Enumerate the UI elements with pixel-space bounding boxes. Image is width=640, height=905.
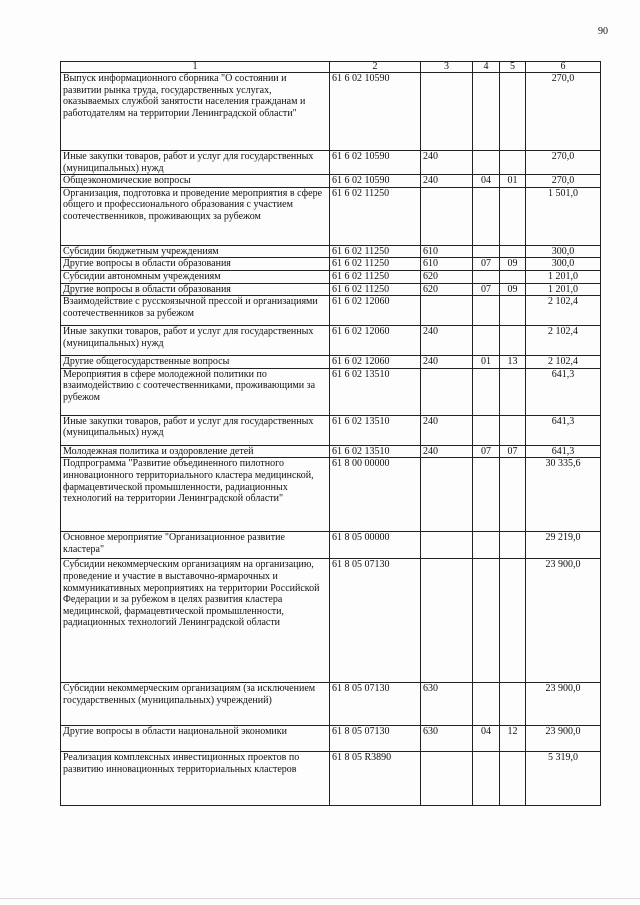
cell-section bbox=[473, 368, 500, 415]
cell-subsection bbox=[500, 326, 526, 356]
cell-section bbox=[473, 326, 500, 356]
cell-amount: 5 319,0 bbox=[526, 752, 601, 806]
cell-expense-type: 610 bbox=[421, 245, 473, 258]
table-row bbox=[61, 559, 601, 683]
cell-section bbox=[473, 683, 500, 726]
column-header: 6 bbox=[526, 62, 601, 73]
cell-section: 04 bbox=[473, 175, 500, 188]
cell-code: 61 6 02 10590 bbox=[330, 73, 421, 151]
cell-amount: 23 900,0 bbox=[526, 683, 601, 726]
table-row bbox=[61, 368, 601, 415]
cell-subsection: 09 bbox=[500, 283, 526, 296]
cell-subsection bbox=[500, 532, 526, 559]
cell-section bbox=[473, 296, 500, 326]
cell-subsection bbox=[500, 458, 526, 532]
table-row bbox=[61, 726, 601, 752]
table-header-row bbox=[61, 62, 601, 73]
table-row bbox=[61, 683, 601, 726]
cell-section bbox=[473, 559, 500, 683]
cell-name: Субсидии некоммерческим организациям на организацию, проведение и участие в выставочно-ярмарочных и коммуникативных мероприятиях на территории Российской Федерации и за рубежом в целях развития кластера медицинской, фармацевтической промышленности, радиационных технологий Ленинградской области bbox=[61, 559, 330, 683]
cell-code: 61 8 00 00000 bbox=[330, 458, 421, 532]
cell-code: 61 6 02 11250 bbox=[330, 270, 421, 283]
cell-expense-type bbox=[421, 532, 473, 559]
cell-expense-type: 610 bbox=[421, 258, 473, 271]
cell-subsection bbox=[500, 368, 526, 415]
table-row bbox=[61, 296, 601, 326]
cell-expense-type: 240 bbox=[421, 445, 473, 458]
cell-amount: 270,0 bbox=[526, 175, 601, 188]
cell-subsection: 09 bbox=[500, 258, 526, 271]
cell-expense-type: 240 bbox=[421, 151, 473, 175]
cell-expense-type: 620 bbox=[421, 283, 473, 296]
table-row bbox=[61, 445, 601, 458]
cell-expense-type: 240 bbox=[421, 356, 473, 369]
cell-name: Взаимодействие с русскоязычной прессой и организациями соотечественников за рубежом bbox=[61, 296, 330, 326]
cell-code: 61 8 05 07130 bbox=[330, 683, 421, 726]
table-row bbox=[61, 175, 601, 188]
cell-amount: 300,0 bbox=[526, 245, 601, 258]
cell-amount: 641,3 bbox=[526, 445, 601, 458]
cell-section bbox=[473, 187, 500, 245]
cell-name: Другие вопросы в области образования bbox=[61, 258, 330, 271]
cell-name: Мероприятия в сфере молодежной политики по взаимодействию с соотечественниками, проживающими за рубежом bbox=[61, 368, 330, 415]
cell-name: Молодежная политика и оздоровление детей bbox=[61, 445, 330, 458]
cell-amount: 2 102,4 bbox=[526, 326, 601, 356]
cell-amount: 270,0 bbox=[526, 73, 601, 151]
table-row bbox=[61, 187, 601, 245]
cell-amount: 23 900,0 bbox=[526, 559, 601, 683]
column-header: 3 bbox=[421, 62, 473, 73]
cell-name: Организация, подготовка и проведение мероприятия в сфере общего и профессионального образования с участием соотечественников, проживающих за рубежом bbox=[61, 187, 330, 245]
cell-code: 61 6 02 13510 bbox=[330, 368, 421, 415]
cell-amount: 1 201,0 bbox=[526, 283, 601, 296]
cell-section bbox=[473, 245, 500, 258]
column-header: 2 bbox=[330, 62, 421, 73]
cell-name: Иные закупки товаров, работ и услуг для государственных (муниципальных) нужд bbox=[61, 326, 330, 356]
cell-subsection bbox=[500, 151, 526, 175]
cell-subsection bbox=[500, 559, 526, 683]
cell-expense-type: 630 bbox=[421, 726, 473, 752]
cell-subsection bbox=[500, 270, 526, 283]
column-header: 4 bbox=[473, 62, 500, 73]
cell-code: 61 6 02 11250 bbox=[330, 258, 421, 271]
cell-section bbox=[473, 458, 500, 532]
table-row bbox=[61, 532, 601, 559]
cell-subsection bbox=[500, 296, 526, 326]
cell-amount: 270,0 bbox=[526, 151, 601, 175]
cell-expense-type bbox=[421, 73, 473, 151]
cell-amount: 1 501,0 bbox=[526, 187, 601, 245]
cell-section bbox=[473, 752, 500, 806]
cell-subsection: 07 bbox=[500, 445, 526, 458]
cell-expense-type: 240 bbox=[421, 175, 473, 188]
cell-expense-type bbox=[421, 368, 473, 415]
cell-expense-type bbox=[421, 296, 473, 326]
column-header: 1 bbox=[61, 62, 330, 73]
page-bottom-edge bbox=[0, 898, 640, 899]
cell-name: Выпуск информационного сборника "О состоянии и развитии рынка труда, государственных услугах, оказываемых службой занятости населения гражданам и работодателям на территории Ленинградской области" bbox=[61, 73, 330, 151]
cell-name: Другие общегосударственные вопросы bbox=[61, 356, 330, 369]
cell-subsection bbox=[500, 752, 526, 806]
cell-expense-type bbox=[421, 458, 473, 532]
cell-expense-type bbox=[421, 559, 473, 683]
cell-name: Иные закупки товаров, работ и услуг для государственных (муниципальных) нужд bbox=[61, 151, 330, 175]
budget-table bbox=[60, 61, 601, 806]
table-row bbox=[61, 151, 601, 175]
cell-amount: 29 219,0 bbox=[526, 532, 601, 559]
cell-amount: 30 335,6 bbox=[526, 458, 601, 532]
cell-section bbox=[473, 151, 500, 175]
cell-expense-type bbox=[421, 752, 473, 806]
cell-code: 61 6 02 11250 bbox=[330, 187, 421, 245]
cell-amount: 641,3 bbox=[526, 415, 601, 445]
cell-subsection: 13 bbox=[500, 356, 526, 369]
cell-expense-type: 240 bbox=[421, 415, 473, 445]
table-row bbox=[61, 73, 601, 151]
cell-code: 61 8 05 07130 bbox=[330, 559, 421, 683]
table-row bbox=[61, 458, 601, 532]
cell-name: Основное мероприятие "Организационное развитие кластера" bbox=[61, 532, 330, 559]
cell-expense-type: 620 bbox=[421, 270, 473, 283]
cell-code: 61 6 02 13510 bbox=[330, 445, 421, 458]
table-row bbox=[61, 258, 601, 271]
page-number: 90 bbox=[598, 26, 608, 37]
cell-expense-type bbox=[421, 187, 473, 245]
table-row bbox=[61, 245, 601, 258]
cell-name: Иные закупки товаров, работ и услуг для государственных (муниципальных) нужд bbox=[61, 415, 330, 445]
cell-name: Другие вопросы в области национальной экономики bbox=[61, 726, 330, 752]
table-row bbox=[61, 356, 601, 369]
cell-subsection: 01 bbox=[500, 175, 526, 188]
table-row bbox=[61, 752, 601, 806]
cell-code: 61 8 05 R3890 bbox=[330, 752, 421, 806]
cell-amount: 300,0 bbox=[526, 258, 601, 271]
cell-name: Субсидии бюджетным учреждениям bbox=[61, 245, 330, 258]
column-header: 5 bbox=[500, 62, 526, 73]
table-row bbox=[61, 270, 601, 283]
cell-code: 61 6 02 12060 bbox=[330, 356, 421, 369]
cell-subsection bbox=[500, 73, 526, 151]
table-row bbox=[61, 283, 601, 296]
cell-name: Субсидии некоммерческим организациям (за исключением государственных (муниципальных) учреждений) bbox=[61, 683, 330, 726]
cell-subsection bbox=[500, 415, 526, 445]
cell-code: 61 8 05 07130 bbox=[330, 726, 421, 752]
cell-name: Субсидии автономным учреждениям bbox=[61, 270, 330, 283]
cell-amount: 641,3 bbox=[526, 368, 601, 415]
cell-subsection bbox=[500, 683, 526, 726]
cell-section: 04 bbox=[473, 726, 500, 752]
cell-code: 61 6 02 12060 bbox=[330, 326, 421, 356]
cell-amount: 1 201,0 bbox=[526, 270, 601, 283]
cell-amount: 2 102,4 bbox=[526, 356, 601, 369]
cell-amount: 2 102,4 bbox=[526, 296, 601, 326]
cell-subsection bbox=[500, 187, 526, 245]
cell-section: 07 bbox=[473, 258, 500, 271]
cell-name: Другие вопросы в области образования bbox=[61, 283, 330, 296]
cell-section: 07 bbox=[473, 283, 500, 296]
cell-expense-type: 630 bbox=[421, 683, 473, 726]
table-row bbox=[61, 415, 601, 445]
cell-expense-type: 240 bbox=[421, 326, 473, 356]
cell-code: 61 6 02 10590 bbox=[330, 151, 421, 175]
cell-amount: 23 900,0 bbox=[526, 726, 601, 752]
cell-code: 61 6 02 11250 bbox=[330, 283, 421, 296]
cell-section bbox=[473, 270, 500, 283]
table-row bbox=[61, 326, 601, 356]
cell-code: 61 6 02 13510 bbox=[330, 415, 421, 445]
cell-subsection bbox=[500, 245, 526, 258]
cell-code: 61 6 02 10590 bbox=[330, 175, 421, 188]
cell-name: Общеэкономические вопросы bbox=[61, 175, 330, 188]
cell-code: 61 6 02 11250 bbox=[330, 245, 421, 258]
cell-name: Реализация комплексных инвестиционных проектов по развитию инновационных территориальных кластеров bbox=[61, 752, 330, 806]
cell-code: 61 6 02 12060 bbox=[330, 296, 421, 326]
cell-name: Подпрограмма "Развитие объединенного пилотного инновационного территориального кластера медицинской, фармацевтической промышленности, радиационных технологий на территории Ленинградской области" bbox=[61, 458, 330, 532]
cell-section bbox=[473, 415, 500, 445]
cell-section bbox=[473, 532, 500, 559]
cell-subsection: 12 bbox=[500, 726, 526, 752]
cell-code: 61 8 05 00000 bbox=[330, 532, 421, 559]
cell-section bbox=[473, 73, 500, 151]
cell-section: 01 bbox=[473, 356, 500, 369]
cell-section: 07 bbox=[473, 445, 500, 458]
